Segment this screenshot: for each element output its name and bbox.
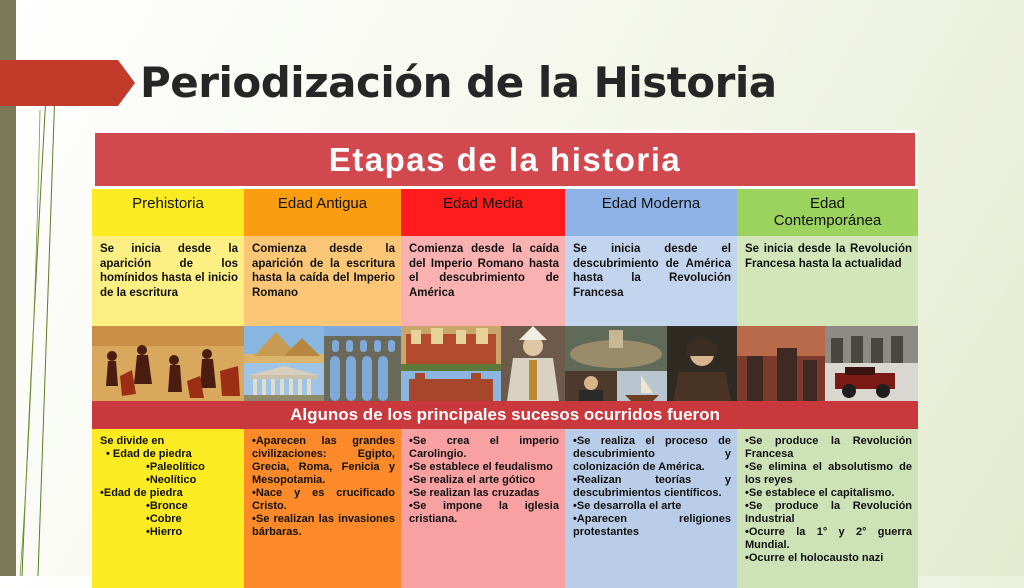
era-description-moderna: Se inicia desde el descubrimiento de América hasta la Revolución Francesa xyxy=(565,236,737,326)
era-header-prehistoria: Prehistoria xyxy=(92,189,244,236)
list-item: •Se produce la Revolución Industrial xyxy=(745,500,913,525)
era-description-antigua: Comienza desde la aparición de la escritura hasta la caída del Imperio Romano xyxy=(244,236,401,326)
list-item: •Se desarrolla el arte xyxy=(573,500,682,512)
list-item: •Ocurre el holocausto nazi xyxy=(745,552,884,564)
era-header-media: Edad Media xyxy=(401,189,565,236)
events-intro: Se divide en xyxy=(100,435,165,447)
events-prehistoria xyxy=(92,429,244,588)
events-media xyxy=(401,429,565,588)
list-item: •Se impone la iglesia cristiana. xyxy=(409,500,559,525)
era-header-moderna: Edad Moderna xyxy=(565,189,737,236)
events-contemporanea xyxy=(737,429,918,588)
history-table xyxy=(92,130,918,576)
slide-title: Periodización de la Historia xyxy=(140,58,777,107)
list-item: •Se crea el imperio Carolingio. xyxy=(409,435,559,460)
list-item: •Realizan teorías y descubrimientos científicos. xyxy=(573,474,731,499)
list-item: •Ocurre la 1° y 2° guerra Mundial. xyxy=(745,526,913,551)
list-item: •Se produce la Revolución Francesa xyxy=(745,435,913,460)
list-item: •Paleolítico xyxy=(146,461,205,473)
list-item: •Se realiza el proceso de descubrimiento y colonización de América. xyxy=(573,435,731,473)
era-description-prehistoria: Se inicia desde la aparición de los homínidos hasta el inicio de la escritura xyxy=(92,236,244,326)
era-description-media: Comienza desde la caída del Imperio Romano hasta el descubrimiento de América xyxy=(401,236,565,326)
list-item: •Aparecen religiones protestantes xyxy=(573,513,731,538)
events-antigua xyxy=(244,429,401,588)
pyramids-parthenon-aqueduct-image xyxy=(244,326,401,401)
events-heading: Algunos de los principales sucesos ocurridos fueron xyxy=(92,401,918,429)
list-item: •Se realiza el arte gótico xyxy=(409,474,536,486)
list-item: •Hierro xyxy=(146,526,183,538)
list-item: •Se elimina el absolutismo de los reyes xyxy=(745,461,913,486)
list-item: •Se establece el feudalismo xyxy=(409,461,553,473)
list-item: •Se establece el capitalismo. xyxy=(745,487,895,499)
events-moderna xyxy=(565,429,737,588)
table-banner: Etapas de la historia xyxy=(92,130,918,189)
list-item: •Cobre xyxy=(146,513,182,525)
title-arrow-icon xyxy=(0,60,135,106)
renaissance-explorers-image xyxy=(565,326,737,401)
era-header-antigua: Edad Antigua xyxy=(244,189,401,236)
list-item: •Neolítico xyxy=(146,474,197,486)
list-item: •Nace y es crucificado Cristo. xyxy=(252,487,395,512)
industrial-revolution-car-image xyxy=(737,326,918,401)
cave-painting-image xyxy=(92,326,244,401)
medieval-castle-pope-image xyxy=(401,326,565,401)
list-item: •Edad de piedra xyxy=(100,487,183,499)
era-header-contemporanea: Edad Contemporánea xyxy=(737,189,918,236)
era-description-contemporanea: Se inicia desde la Revolución Francesa hasta la actualidad xyxy=(737,236,918,326)
list-item: •Bronce xyxy=(146,500,188,512)
list-item: • Edad de piedra xyxy=(106,448,192,460)
list-item: •Se realizan las invasiones bárbaras. xyxy=(252,513,395,538)
list-item: •Se realizan las cruzadas xyxy=(409,487,540,499)
list-item: •Aparecen las grandes civilizaciones: Egipto, Grecia, Roma, Fenicia y Mesopotamia. xyxy=(252,435,395,486)
